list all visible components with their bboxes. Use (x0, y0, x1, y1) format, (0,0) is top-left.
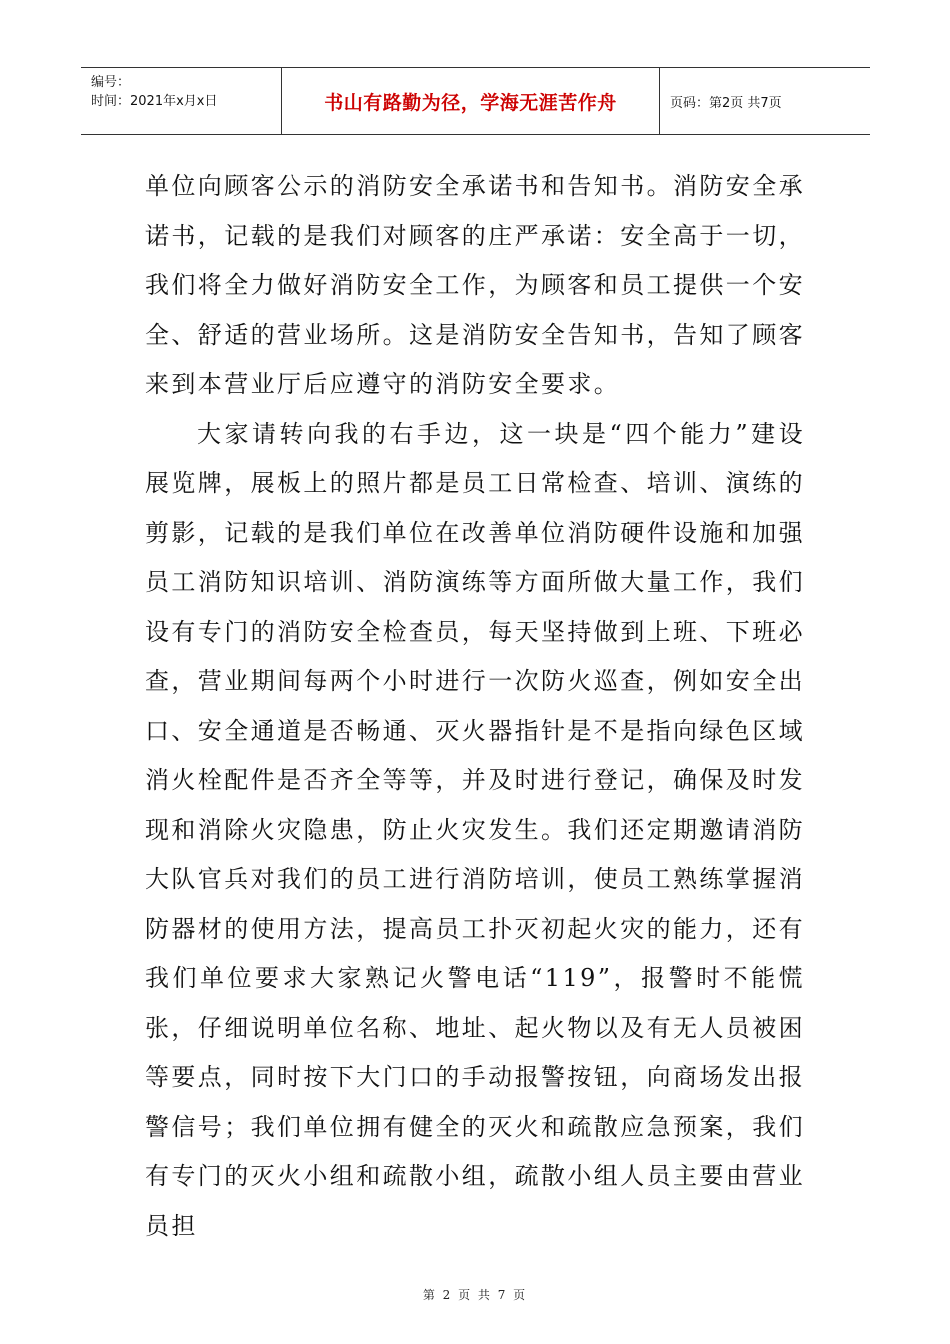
document-body (145, 162, 805, 1251)
header-page-info: 页码：第2页 共7页 (670, 95, 782, 111)
page-header (81, 67, 870, 135)
paragraph-continued: 单位向顾客公示的消防安全承诺书和告知书。消防安全承诺书，记载的是我们对顾客的庄严承诺：安全高于一切，我们将全力做好消防安全工作，为顾客和员工提供一个安全、舒适的营业场所。这是消防安全告知书，告知了顾客来到本营业厅后应遵守的消防安全要求。 (145, 172, 805, 398)
page-footer: 第 2 页 共 7 页 (422, 1288, 528, 1302)
header-meta (81, 68, 282, 134)
header-motto: 书山有路勤为径，学海无涯苦作舟 (282, 68, 660, 134)
number-label: 编号： (91, 75, 131, 90)
time-label: 时间：2021年x月x日 (91, 94, 218, 109)
paragraph: 大家请转向我的右手边，这一块是“四个能力”建设展览牌，展板上的照片都是员工日常检查、培训、演练的剪影，记载的是我们单位在改善单位消防硬件设施和加强员工消防知识培训、消防演练等方面所做大量工作，我们设有专门的消防安全检查员，每天坚持做到上班、下班必查，营业期间每两个小时进行一次防火巡查，例如安全出口、安全通道是否畅通、灭火器指针是不是指向绿色区域消火栓配件是否齐全等等，并及时进行登记，确保及时发现和消除火灾隐患，防止火灾发生。我们还定期邀请消防大队官兵对我们的员工进行消防培训，使员工熟练掌握消防器材的使用方法，提高员工扑灭初起火灾的能力，还有我们单位要求大家熟记火警电话“119”，报警时不能慌张，仔细说明单位名称、地址、起火物以及有无人员被困等要点，同时按下大门口的手动报警按钮，向商场发出报警信号；我们单位拥有健全的灭火和疏散应急预案，我们有专门的灭火小组和疏散小组，疏散小组人员主要由营业员担 (145, 419, 805, 1240)
